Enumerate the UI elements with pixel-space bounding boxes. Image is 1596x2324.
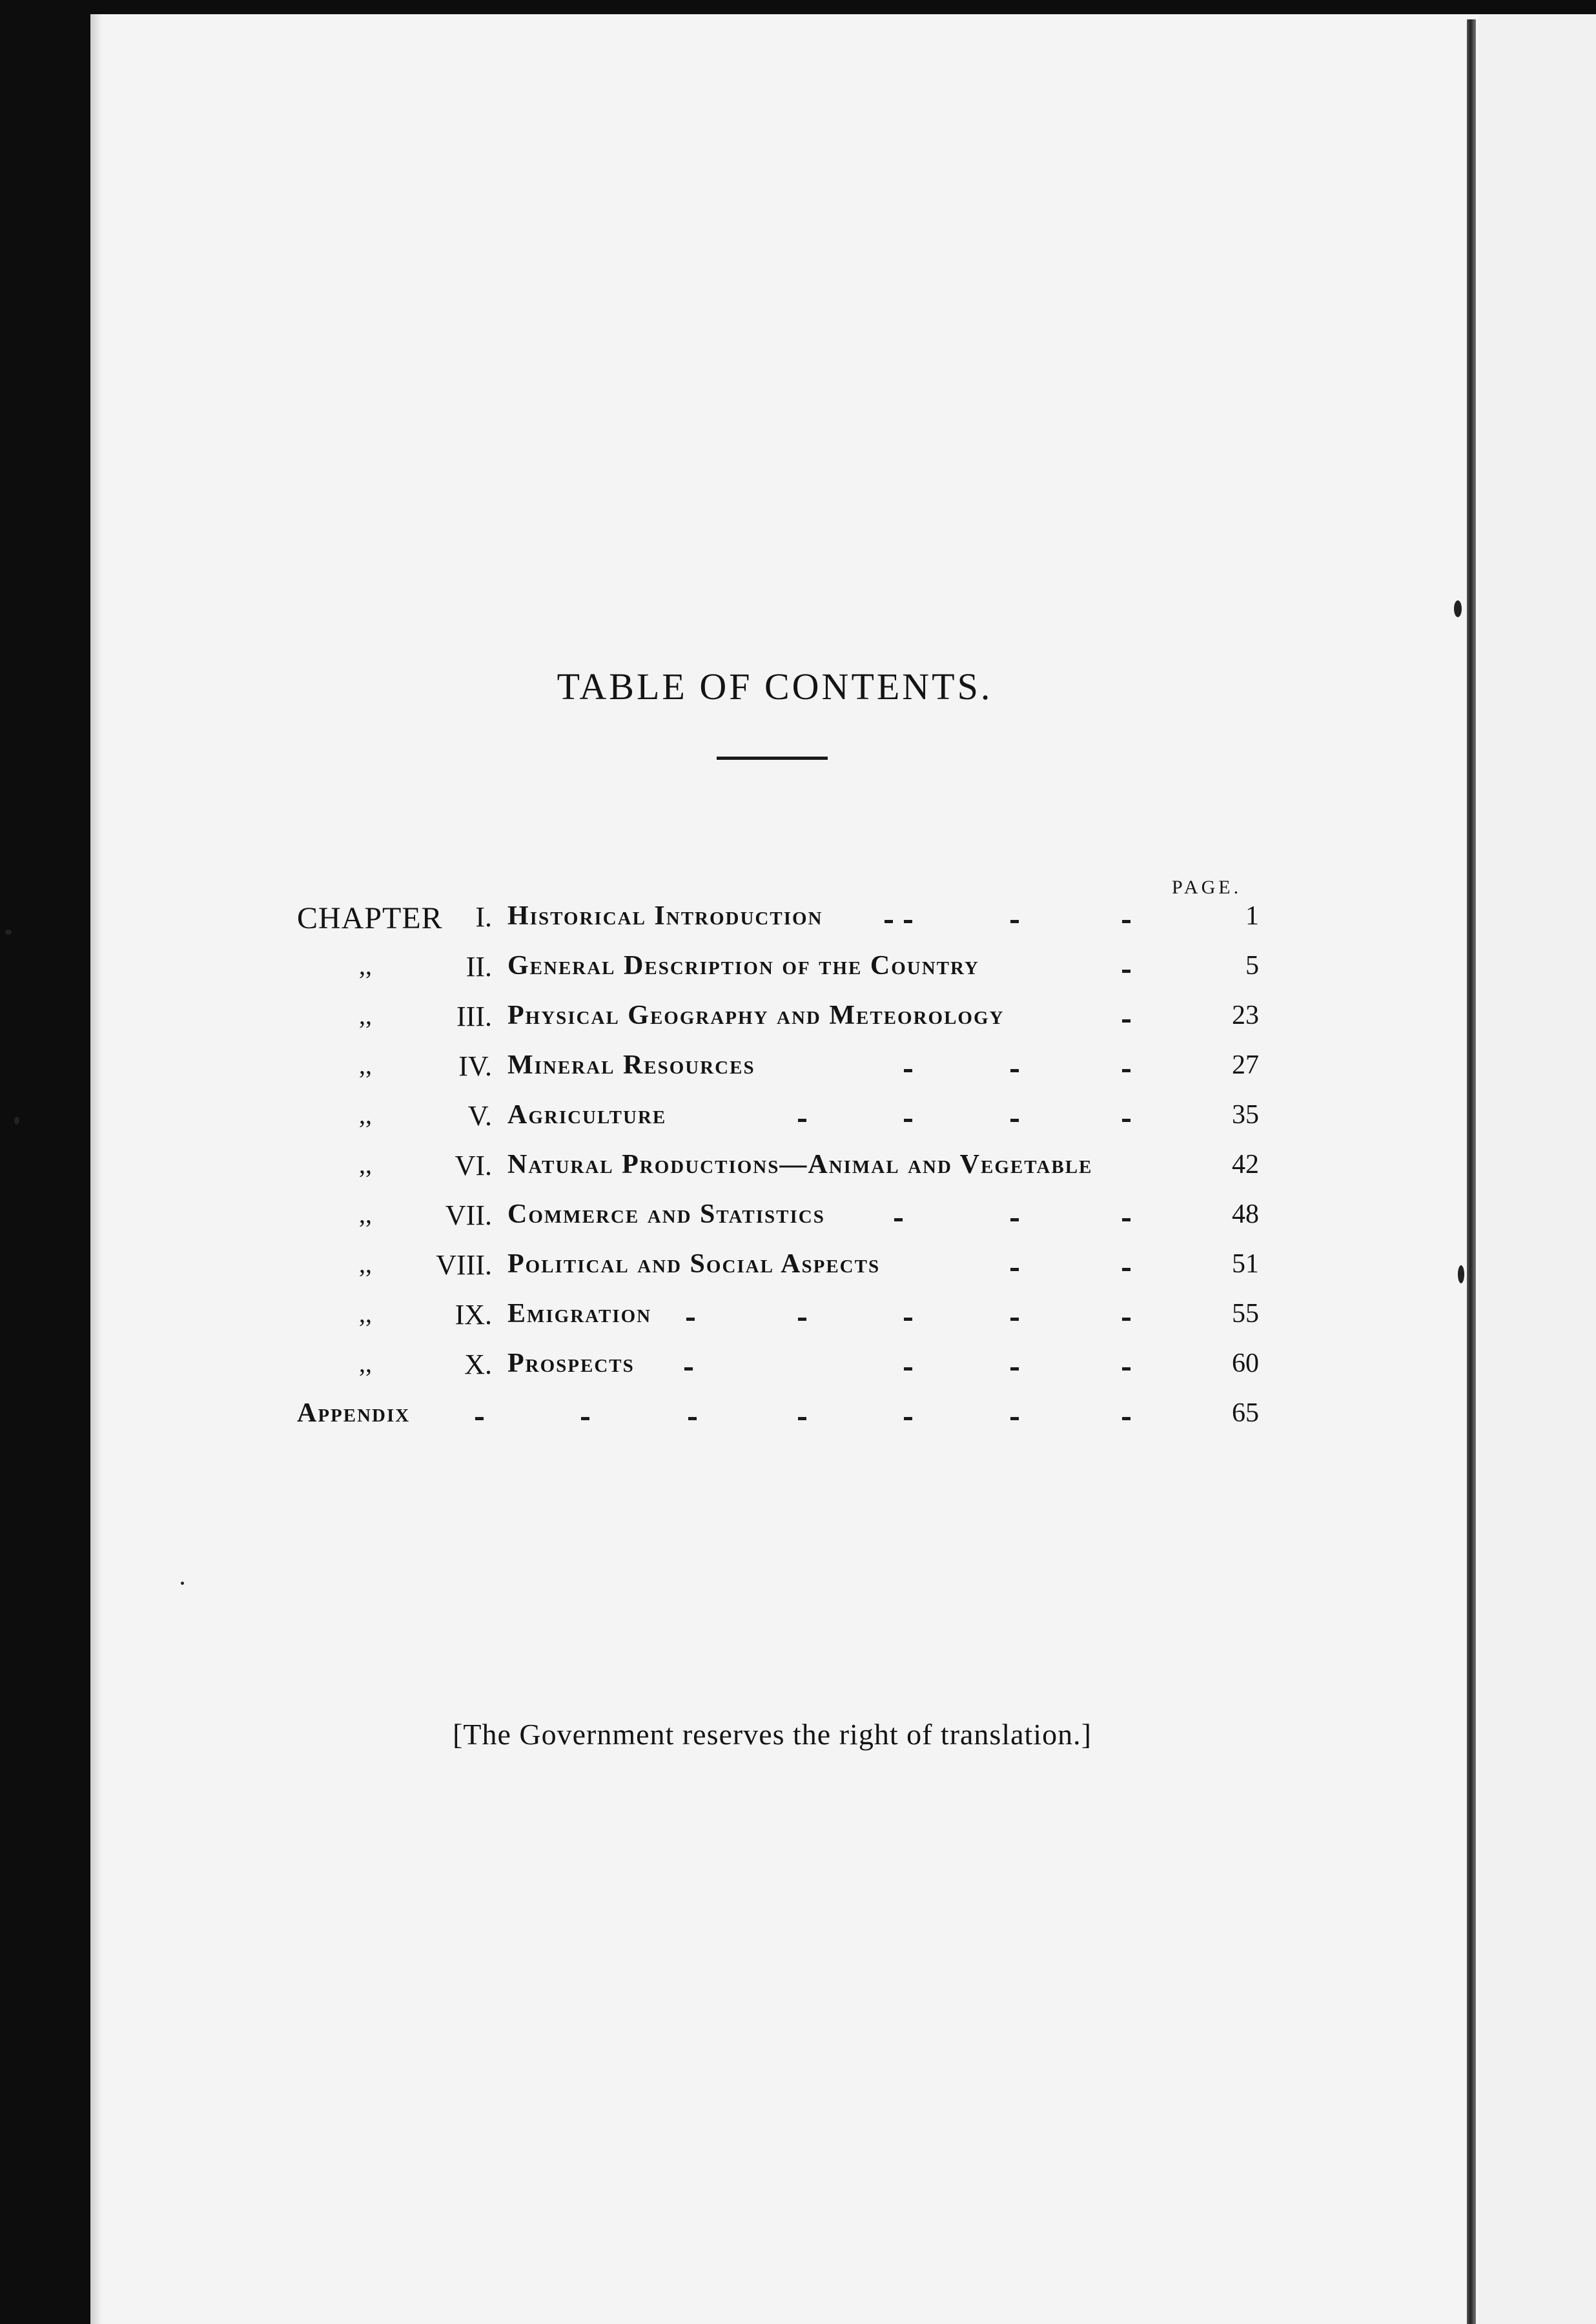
page-number: 35 (1232, 1100, 1259, 1130)
chapter-numeral: III. (456, 1001, 492, 1032)
chapter-numeral: IV. (458, 1050, 492, 1082)
leader-dash (904, 1318, 912, 1321)
scan-speck (181, 1582, 184, 1585)
leader-dash (581, 1417, 589, 1420)
ditto-mark: ,, (359, 1100, 372, 1129)
chapter-title: Political and Social Aspects (507, 1249, 881, 1279)
leader-dash (904, 920, 912, 923)
leader-dash (904, 1417, 912, 1420)
page-column-header: PAGE. (1172, 877, 1242, 898)
page-number: 42 (1232, 1150, 1259, 1179)
leader-dash (1010, 1417, 1019, 1420)
leader-dash (686, 1318, 695, 1321)
leader-dash (904, 1119, 912, 1122)
chapter-numeral: VIII. (436, 1249, 492, 1281)
toc-entry (0, 1099, 1596, 1146)
toc-entry (0, 1298, 1596, 1345)
toc-entry (0, 1149, 1596, 1196)
leader-dash (1010, 1268, 1019, 1271)
leader-dash (1122, 970, 1130, 973)
leader-dash (798, 1119, 806, 1122)
chapter-title: Prospects (507, 1349, 635, 1378)
toc-entry (0, 901, 1596, 947)
leader-dash (904, 1069, 912, 1072)
chapter-numeral: VII. (445, 1199, 492, 1231)
leader-dash (1122, 1119, 1130, 1122)
leader-dash (904, 1367, 912, 1371)
ditto-mark: ,, (359, 1199, 372, 1228)
ditto-mark: ,, (359, 1249, 372, 1278)
page-number: 48 (1232, 1199, 1259, 1229)
translation-rights-note: [The Government reserves the right of translation.] (453, 1718, 1092, 1751)
chapter-numeral: IX. (455, 1299, 492, 1330)
leader-dash (798, 1318, 806, 1321)
page-number: 1 (1245, 901, 1259, 931)
leader-dash (1010, 1367, 1019, 1371)
toc-entry (0, 1348, 1596, 1394)
leader-dash (684, 1367, 693, 1371)
appendix-label: Appendix (297, 1398, 411, 1428)
chapter-numeral: V. (467, 1100, 492, 1132)
chapter-title: Physical Geography and Meteorology (507, 1001, 1005, 1030)
page-number: 55 (1232, 1299, 1259, 1329)
scan-speck (1454, 600, 1462, 617)
toc-entry (0, 1000, 1596, 1046)
chapter-label: CHAPTER (297, 901, 443, 935)
toc-entry (0, 1199, 1596, 1245)
leader-dash (885, 920, 893, 923)
leader-dash (1010, 920, 1019, 923)
toc-entry-appendix (0, 1398, 1596, 1444)
leader-dash (1010, 1218, 1019, 1221)
title-rule (717, 757, 828, 760)
page-number: 23 (1232, 1001, 1259, 1030)
chapter-title: Natural Productions—Animal and Vegetable (507, 1150, 1093, 1179)
chapter-numeral: I. (475, 901, 492, 933)
ditto-mark: ,, (359, 1150, 372, 1179)
leader-dash (1122, 1268, 1130, 1271)
chapter-title: Agriculture (507, 1100, 667, 1130)
leader-dash (1122, 1069, 1130, 1072)
page-number: 27 (1232, 1050, 1259, 1080)
leader-dash (1122, 1019, 1130, 1023)
leader-dash (1122, 920, 1130, 923)
page-number: 5 (1245, 951, 1259, 981)
ditto-mark: ,, (359, 1299, 372, 1328)
page-title: TABLE OF CONTENTS. (557, 666, 993, 708)
leader-dash (1122, 1218, 1130, 1221)
ditto-mark: ,, (359, 1050, 372, 1079)
leader-dash (1122, 1367, 1130, 1371)
ditto-mark: ,, (359, 1349, 372, 1378)
chapter-title: Emigration (507, 1299, 652, 1329)
page-number: 60 (1232, 1349, 1259, 1378)
ditto-mark: ,, (359, 951, 372, 980)
chapter-numeral: X. (464, 1349, 492, 1380)
leader-dash (475, 1417, 484, 1420)
chapter-title: General Description of the Country (507, 951, 979, 981)
chapter-numeral: II. (466, 951, 492, 983)
leader-dash (1122, 1417, 1130, 1420)
page-number: 51 (1232, 1249, 1259, 1279)
leader-dash (688, 1417, 697, 1420)
page-number: 65 (1232, 1398, 1259, 1428)
leader-dash (798, 1417, 806, 1420)
leader-dash (1010, 1069, 1019, 1072)
ditto-mark: ,, (359, 1001, 372, 1030)
chapter-title: Commerce and Statistics (507, 1199, 825, 1229)
leader-dash (1010, 1318, 1019, 1321)
leader-dash (1010, 1119, 1019, 1122)
toc-entry (0, 950, 1596, 997)
chapter-title: Historical Introduction (507, 901, 823, 931)
chapter-title: Mineral Resources (507, 1050, 755, 1080)
toc-entry (0, 1050, 1596, 1096)
toc-entry (0, 1249, 1596, 1295)
leader-dash (894, 1218, 903, 1221)
chapter-numeral: VI. (455, 1150, 492, 1181)
leader-dash (1122, 1318, 1130, 1321)
